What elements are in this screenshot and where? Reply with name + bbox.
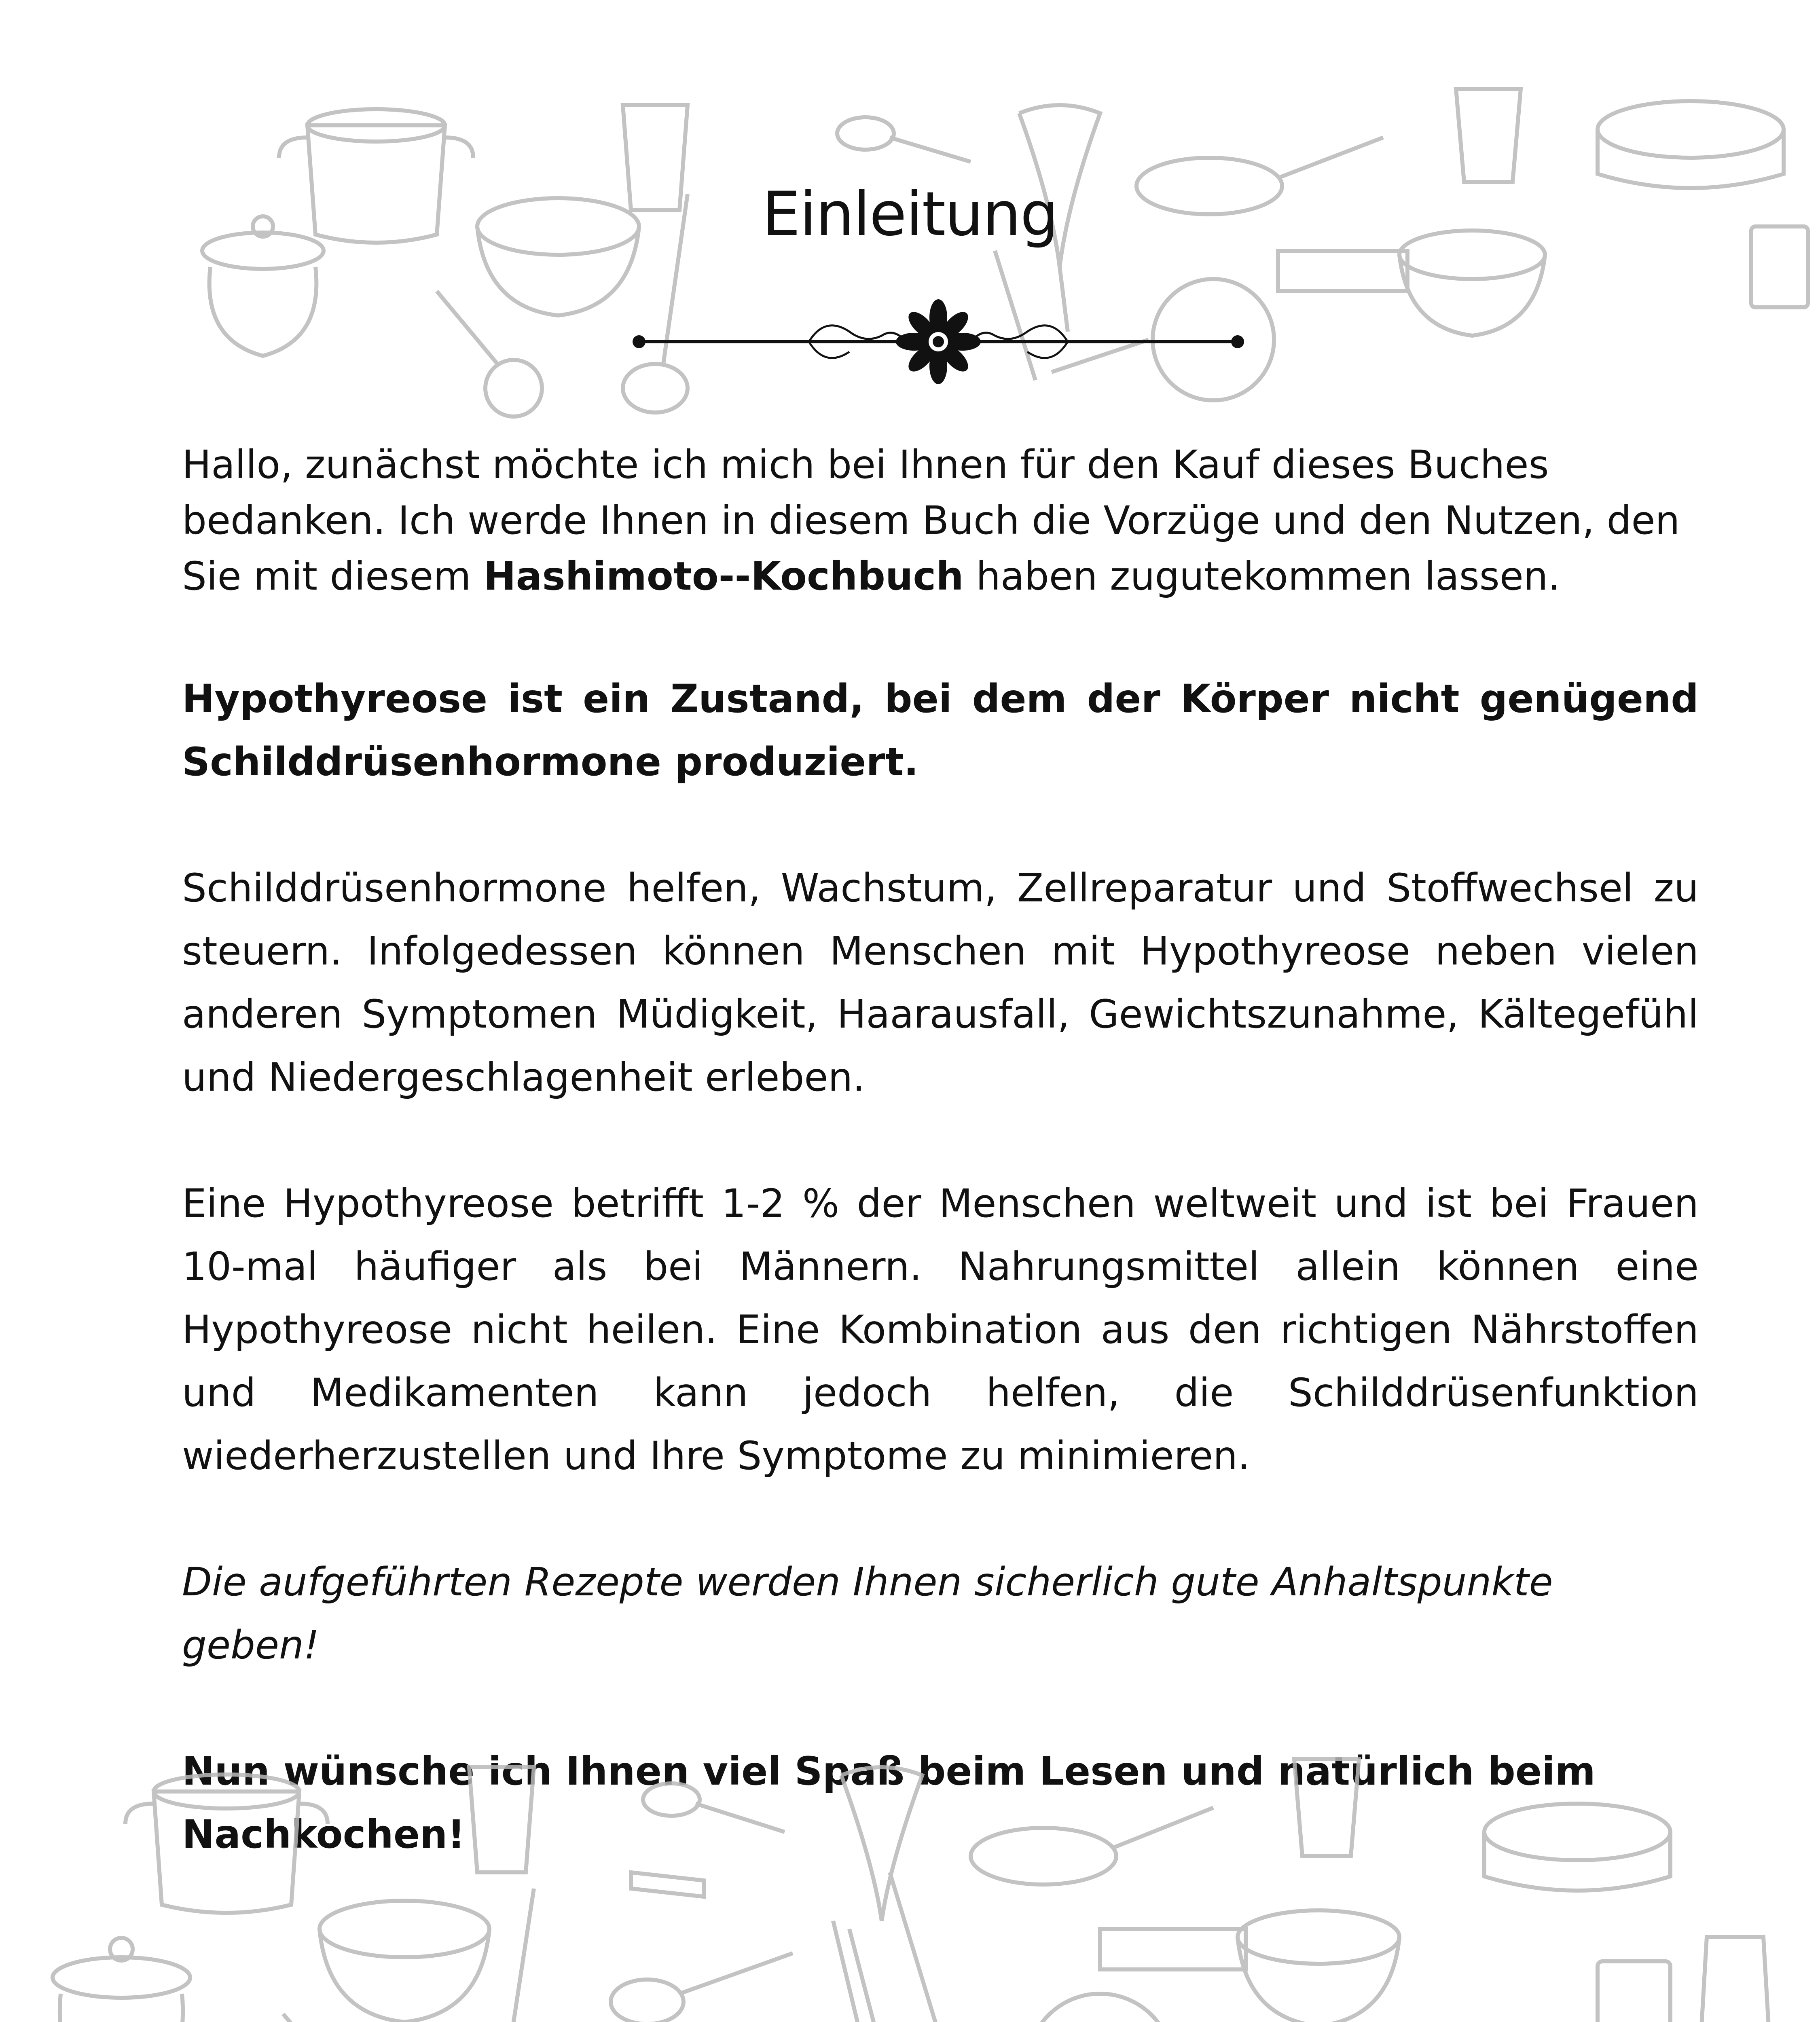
body-text <box>182 437 1699 1866</box>
flourish-divider-icon <box>631 299 1246 388</box>
cutting-board-icon <box>1278 251 1407 291</box>
rolling-pin-icon <box>833 1921 898 2022</box>
knife-icon <box>890 1872 946 2022</box>
italic-note: Die aufgeführten Rezepte werden Ihnen sicherlich gute Anhaltspunkte geben! <box>182 1559 1553 1668</box>
grater-icon <box>1699 1937 1771 2022</box>
sieve-icon <box>930 1994 1173 2022</box>
skimmer-icon <box>283 2014 393 2022</box>
cake-tin-icon <box>1598 101 1784 188</box>
glass-icon <box>1456 89 1521 182</box>
ladle-icon <box>463 1889 534 2022</box>
bowl-icon <box>1238 1910 1399 2022</box>
skimmer-icon <box>437 291 542 417</box>
page-title: Einleitung <box>762 179 1058 250</box>
book-name: Hashimoto--Kochbuch <box>483 554 964 599</box>
prevalence-paragraph: Eine Hypothyreose betrifft 1-2 % der Menschen weltweit und ist bei Frauen 10-mal häufiger als bei Männern. Nahrungsmittel allein können eine Hypothyreose nicht heilen. Eine Kombination aus den richtigen Nährstoffen und Medikamenten kann jedoch helfen, die Schilddrüsenfunktion wiederherzustellen und Ihre Symptome zu minimieren. <box>182 1181 1699 1478</box>
cutting-board-icon <box>1100 1929 1246 1969</box>
bowl-icon <box>320 1901 489 2022</box>
closing-paragraph: Nun wünsche ich Ihnen viel Spaß beim Lesen und natürlich beim Nachkochen! <box>182 1749 1596 1857</box>
knife-icon <box>631 1872 704 1897</box>
calculator-icon <box>1598 1961 1670 2022</box>
hormones-paragraph: Schilddrüsenhormone helfen, Wachstum, Zellreparatur und Stoffwechsel zu steuern. Infolgedessen können Menschen mit Hypothyreose neben vielen anderen Symptomen Müdigkeit, Haarausfall, Gewichtszunahme, Kältegefühl und Niedergeschlagenheit erleben. <box>182 865 1699 1100</box>
cooking-pot-icon <box>53 1938 190 2022</box>
definition-paragraph: Hypothyreose ist ein Zustand, bei dem der Körper nicht genügend Schilddrüsenhormone produziert. <box>182 676 1699 785</box>
intro-text-after: haben zugutekommen lassen. <box>963 554 1561 599</box>
intro-text-before: Hallo, zunächst möchte ich mich bei Ihnen für den Kauf dieses Buches bedanken. Ich werde Ihnen in diesem Buch die Vorzüge und den Nutzen, den Sie mit diesem <box>182 442 1680 599</box>
spoon-icon <box>611 1953 793 2022</box>
spoon-icon <box>837 117 971 162</box>
intro-paragraph <box>182 437 1699 604</box>
